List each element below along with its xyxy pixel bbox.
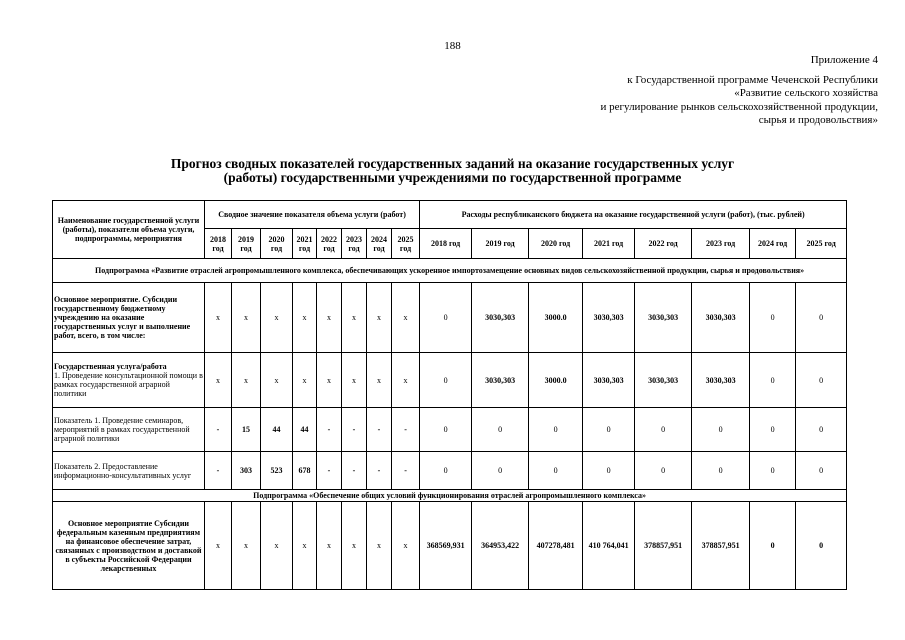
year-header: 2024 год <box>750 229 796 259</box>
expense-cell: 3030,303 <box>635 353 692 408</box>
year-header: 2024 год <box>367 229 392 259</box>
volume-cell: - <box>392 452 420 490</box>
row-name: Показатель 1. Проведение семинаров, мероприятий в рамках государственной аграрной политики <box>53 408 205 452</box>
volume-cell: - <box>367 408 392 452</box>
table-row <box>53 408 847 452</box>
row-name-rest: 1. Проведение консультационной помощи в рамках государственной аграрной политики <box>54 371 203 398</box>
volume-cell: - <box>205 408 232 452</box>
row-name: Основное мероприятие Субсидии федеральным казенным предприятиям на финансовое обеспечение затрат, связанных с производством и доставкой в субъекты Российской Федерации лекарственных <box>53 502 205 590</box>
year-header: 2021 год <box>293 229 317 259</box>
subprogram-2: Подпрограмма «Обеспечение общих условий функционирования отраслей агропромышленного комплекса» <box>53 490 847 502</box>
volume-cell: x <box>293 353 317 408</box>
year-header: 2018 год <box>205 229 232 259</box>
year-header: 2020 год <box>529 229 583 259</box>
year-header: 2018 год <box>420 229 472 259</box>
expense-cell: 3030,303 <box>583 353 635 408</box>
expense-cell: 3000.0 <box>529 353 583 408</box>
expense-cell: 0 <box>796 452 847 490</box>
row-name <box>53 353 205 408</box>
expense-cell: 0 <box>635 408 692 452</box>
volume-cell: 15 <box>232 408 261 452</box>
volume-cell: 303 <box>232 452 261 490</box>
expense-cell: 378857,951 <box>692 502 750 590</box>
subprogram-row <box>53 490 847 502</box>
volume-cell: 44 <box>293 408 317 452</box>
volume-cell: - <box>317 452 342 490</box>
table-row <box>53 283 847 353</box>
expense-cell: 3030,303 <box>472 283 529 353</box>
expense-cell: 410 764,041 <box>583 502 635 590</box>
subprogram-1: Подпрограмма «Развитие отраслей агропромышленного комплекса, обеспечивающих ускоренное импортозамещение основных видов сельскохозяйственной продукции, сырья и продовольствия» <box>53 259 847 283</box>
expense-cell: 0 <box>529 452 583 490</box>
expense-cell: 368569,931 <box>420 502 472 590</box>
volume-cell: x <box>392 502 420 590</box>
year-header: 2019 год <box>232 229 261 259</box>
expense-cell: 3030,303 <box>692 353 750 408</box>
header-expenses: Расходы республиканского бюджета на оказание государственной услуги (работ), (тыс. рублей) <box>420 201 847 229</box>
appendix-line: сырья и продовольствия» <box>758 114 878 126</box>
expense-cell: 0 <box>583 408 635 452</box>
volume-cell: - <box>205 452 232 490</box>
row-name: Показатель 2. Предоставление информационно-консультативных услуг <box>53 452 205 490</box>
volume-cell: x <box>205 353 232 408</box>
expense-cell: 0 <box>796 408 847 452</box>
table-row <box>53 452 847 490</box>
volume-cell: - <box>342 408 367 452</box>
year-header: 2025 год <box>392 229 420 259</box>
document-title <box>0 157 905 185</box>
expense-cell: 0 <box>750 408 796 452</box>
volume-cell: x <box>232 502 261 590</box>
expense-cell: 0 <box>796 502 847 590</box>
expense-cell: 0 <box>420 353 472 408</box>
appendix-line: «Развитие сельского хозяйства <box>734 87 878 99</box>
expense-cell: 364953,422 <box>472 502 529 590</box>
volume-cell: x <box>232 353 261 408</box>
volume-cell: x <box>205 283 232 353</box>
volume-cell: - <box>317 408 342 452</box>
year-header: 2023 год <box>692 229 750 259</box>
forecast-table <box>52 200 847 590</box>
expense-cell: 3030,303 <box>583 283 635 353</box>
expense-cell: 378857,951 <box>635 502 692 590</box>
row-name: Основное мероприятие. Субсидии государственному бюджетному учреждению на оказание государственных услуг и выполнение работ, всего, в том числе: <box>53 283 205 353</box>
year-header: 2022 год <box>317 229 342 259</box>
expense-cell: 0 <box>635 452 692 490</box>
expense-cell: 0 <box>472 408 529 452</box>
volume-cell: x <box>392 353 420 408</box>
year-header: 2020 год <box>261 229 293 259</box>
year-header: 2025 год <box>796 229 847 259</box>
appendix-header <box>601 54 878 128</box>
subprogram-row <box>53 259 847 283</box>
volume-cell: 678 <box>293 452 317 490</box>
year-header: 2021 год <box>583 229 635 259</box>
year-header: 2022 год <box>635 229 692 259</box>
volume-cell: 44 <box>261 408 293 452</box>
expense-cell: 3030,303 <box>692 283 750 353</box>
table-row <box>53 353 847 408</box>
row-name-bold: Государственная услуга/работа <box>54 362 167 371</box>
volume-cell: x <box>261 502 293 590</box>
expense-cell: 3000.0 <box>529 283 583 353</box>
volume-cell: x <box>261 353 293 408</box>
table-row <box>53 502 847 590</box>
volume-cell: - <box>392 408 420 452</box>
expense-cell: 0 <box>692 452 750 490</box>
expense-cell: 0 <box>796 283 847 353</box>
expense-cell: 0 <box>420 408 472 452</box>
expense-cell: 407278,481 <box>529 502 583 590</box>
volume-cell: x <box>317 502 342 590</box>
volume-cell: x <box>342 502 367 590</box>
year-header: 2023 год <box>342 229 367 259</box>
expense-cell: 3030,303 <box>635 283 692 353</box>
volume-cell: x <box>232 283 261 353</box>
volume-cell: x <box>317 353 342 408</box>
expense-cell: 0 <box>750 353 796 408</box>
expense-cell: 0 <box>750 452 796 490</box>
expense-cell: 3030,303 <box>472 353 529 408</box>
volume-cell: x <box>293 283 317 353</box>
volume-cell: x <box>392 283 420 353</box>
volume-cell: x <box>261 283 293 353</box>
header-volume: Сводное значение показателя объема услуги (работ) <box>205 201 420 229</box>
volume-cell: x <box>367 353 392 408</box>
expense-cell: 0 <box>529 408 583 452</box>
table-header-row <box>53 201 847 229</box>
title-line: Прогноз сводных показателей государственных заданий на оказание государственных услуг <box>170 156 735 171</box>
volume-cell: x <box>367 283 392 353</box>
appendix-line: к Государственной программе Чеченской Республики <box>627 73 878 86</box>
volume-cell: 523 <box>261 452 293 490</box>
appendix-line: и регулирование рынков сельскохозяйственной продукции, <box>600 100 878 113</box>
volume-cell: x <box>342 353 367 408</box>
expense-cell: 0 <box>750 283 796 353</box>
volume-cell: - <box>342 452 367 490</box>
volume-cell: x <box>367 502 392 590</box>
expense-cell: 0 <box>472 452 529 490</box>
expense-cell: 0 <box>692 408 750 452</box>
volume-cell: - <box>367 452 392 490</box>
volume-cell: x <box>205 502 232 590</box>
expense-cell: 0 <box>420 283 472 353</box>
year-header: 2019 год <box>472 229 529 259</box>
expense-cell: 0 <box>750 502 796 590</box>
expense-cell: 0 <box>796 353 847 408</box>
title-line: (работы) государственными учреждениями по государственной программе <box>223 170 682 185</box>
volume-cell: x <box>293 502 317 590</box>
header-name: Наименование государственной услуги (работы), показатели объема услуги, подпрограммы, мероприятия <box>53 201 205 259</box>
volume-cell: x <box>342 283 367 353</box>
expense-cell: 0 <box>583 452 635 490</box>
expense-cell: 0 <box>420 452 472 490</box>
volume-cell: x <box>317 283 342 353</box>
appendix-label: Приложение 4 <box>810 54 878 66</box>
page-number: 188 <box>444 40 461 52</box>
